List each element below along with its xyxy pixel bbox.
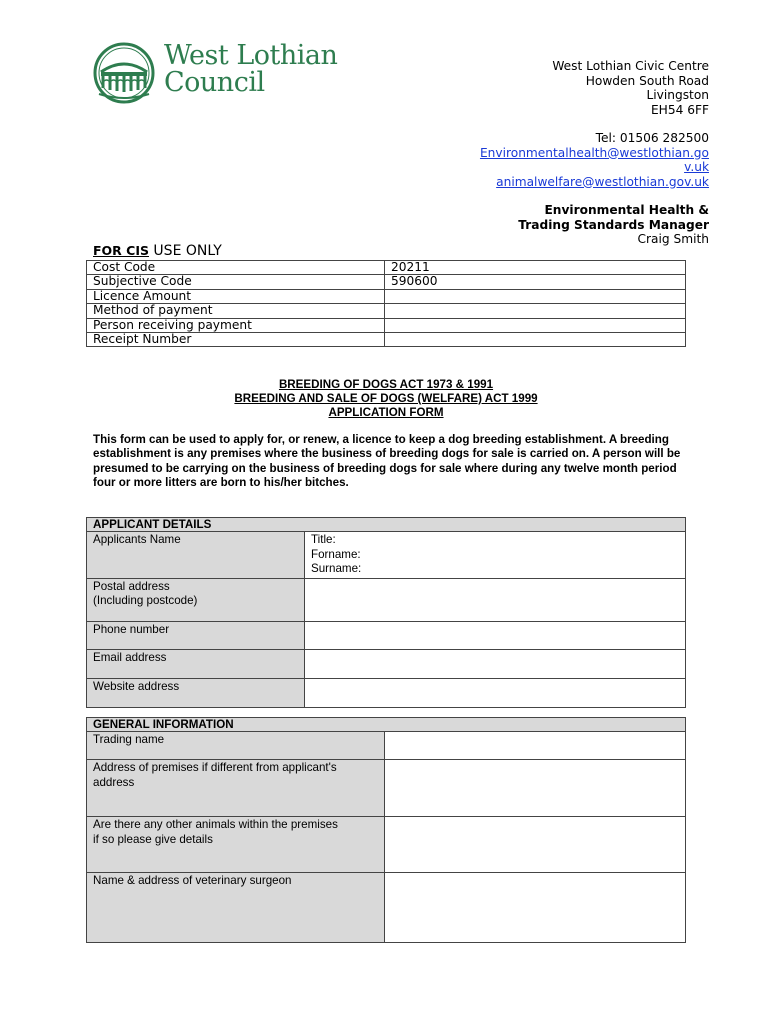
table-row [87, 304, 686, 318]
veterinary-surgeon-field[interactable] [385, 873, 686, 943]
heading-line3: APPLICATION FORM [328, 406, 444, 419]
table-row [87, 261, 686, 275]
premises-address-label [87, 760, 385, 817]
phone-number-field[interactable] [305, 621, 686, 649]
council-logo [93, 42, 338, 104]
email-link-environmental-health[interactable] [480, 146, 709, 175]
cis-value[interactable] [385, 332, 686, 346]
cis-label: Receipt Number [87, 332, 385, 346]
cis-title-bold: FOR CIS [93, 243, 149, 258]
table-row [87, 718, 686, 732]
premises-address-field[interactable] [385, 760, 686, 817]
premises-label-line1: Address of premises if different from applicant's [93, 761, 337, 774]
postal-address-field[interactable] [305, 578, 686, 621]
cis-value[interactable] [385, 304, 686, 318]
cis-label: Subjective Code [87, 275, 385, 289]
table-row [87, 275, 686, 289]
forename-field[interactable]: Forname: [311, 547, 361, 561]
general-information-heading: GENERAL INFORMATION [87, 718, 686, 732]
postal-label-line2: (Including postcode) [93, 594, 198, 607]
cis-label: Method of payment [87, 304, 385, 318]
cis-value[interactable] [385, 289, 686, 303]
trading-name-label: Trading name [87, 732, 385, 760]
table-row [87, 678, 686, 707]
council-name [164, 42, 337, 96]
address-line: EH54 6FF [650, 102, 709, 117]
council-name-line2: Council [164, 67, 265, 98]
manager-role-line2: Trading Standards Manager [518, 217, 709, 232]
email-address-label: Email address [87, 649, 305, 678]
cis-section-title [93, 243, 222, 259]
general-information-table [86, 717, 686, 943]
other-animals-label [87, 817, 385, 873]
heading-line1: BREEDING OF DOGS ACT 1973 & 1991 [278, 378, 494, 391]
cis-label: Licence Amount [87, 289, 385, 303]
premises-label-line2: address [93, 775, 135, 789]
cis-table [86, 260, 686, 347]
table-row [87, 873, 686, 943]
council-name-line1: West Lothian [164, 40, 338, 71]
website-address-field[interactable] [305, 678, 686, 707]
other-animals-field[interactable] [385, 817, 686, 873]
postal-address-label [87, 578, 305, 621]
viaduct-emblem-icon [93, 42, 157, 104]
manager-name: Craig Smith [637, 232, 709, 246]
applicant-details-table [86, 517, 686, 708]
applicants-name-field[interactable] [305, 532, 686, 579]
table-row [87, 578, 686, 621]
phone-number-label: Phone number [87, 621, 305, 649]
telephone: Tel: 01506 282500 [595, 131, 709, 145]
contact-block [480, 59, 709, 247]
applicants-name-label: Applicants Name [87, 532, 305, 579]
table-row [87, 318, 686, 332]
manager-role-line1: Environmental Health & [544, 203, 709, 217]
applicant-details-heading: APPLICANT DETAILS [87, 518, 686, 532]
table-row [87, 760, 686, 817]
email-address-field[interactable] [305, 649, 686, 678]
address-line: Howden South Road [585, 73, 709, 88]
title-field[interactable]: Title: [311, 533, 336, 546]
intro-paragraph: This form can be used to apply for, or renew, a licence to keep a dog breeding establishment. A breeding establishment is any premises where the business of breeding dogs for sale is carried on. A person will be presumed to be carrying on the business of breeding dogs for sale where during any twelve month period four or more litters are born to his/her bitches. [93, 433, 681, 490]
heading-line2: BREEDING AND SALE OF DOGS (WELFARE) ACT 1999 [234, 392, 538, 405]
table-row [87, 289, 686, 303]
email-link-part1[interactable]: Environmentalhealth@westlothian.go [479, 145, 709, 160]
address-line: West Lothian Civic Centre [552, 59, 709, 73]
table-row [87, 518, 686, 532]
cis-value[interactable]: 590600 [385, 275, 686, 289]
cis-label: Person receiving payment [87, 318, 385, 332]
veterinary-surgeon-label: Name & address of veterinary surgeon [87, 873, 385, 943]
table-row [87, 532, 686, 579]
table-row [87, 621, 686, 649]
animals-label-line1: Are there any other animals within the premises [93, 818, 338, 831]
website-address-label: Website address [87, 678, 305, 707]
cis-label: Cost Code [87, 261, 385, 275]
table-row [87, 649, 686, 678]
email-link-animal-welfare[interactable]: animalwelfare@westlothian.gov.uk [496, 174, 709, 189]
address-line: Livingston [646, 88, 709, 102]
trading-name-field[interactable] [385, 732, 686, 760]
cis-value[interactable]: 20211 [385, 261, 686, 275]
cis-value[interactable] [385, 318, 686, 332]
cis-title-rest: USE ONLY [148, 243, 222, 259]
surname-field[interactable]: Surname: [311, 562, 362, 575]
form-heading [86, 378, 686, 420]
table-row [87, 732, 686, 760]
animals-label-line2: if so please give details [93, 832, 213, 846]
table-row [87, 817, 686, 873]
table-row [87, 332, 686, 346]
email-link-part2[interactable]: v.uk [684, 160, 709, 174]
postal-label-line1: Postal address [93, 579, 170, 593]
